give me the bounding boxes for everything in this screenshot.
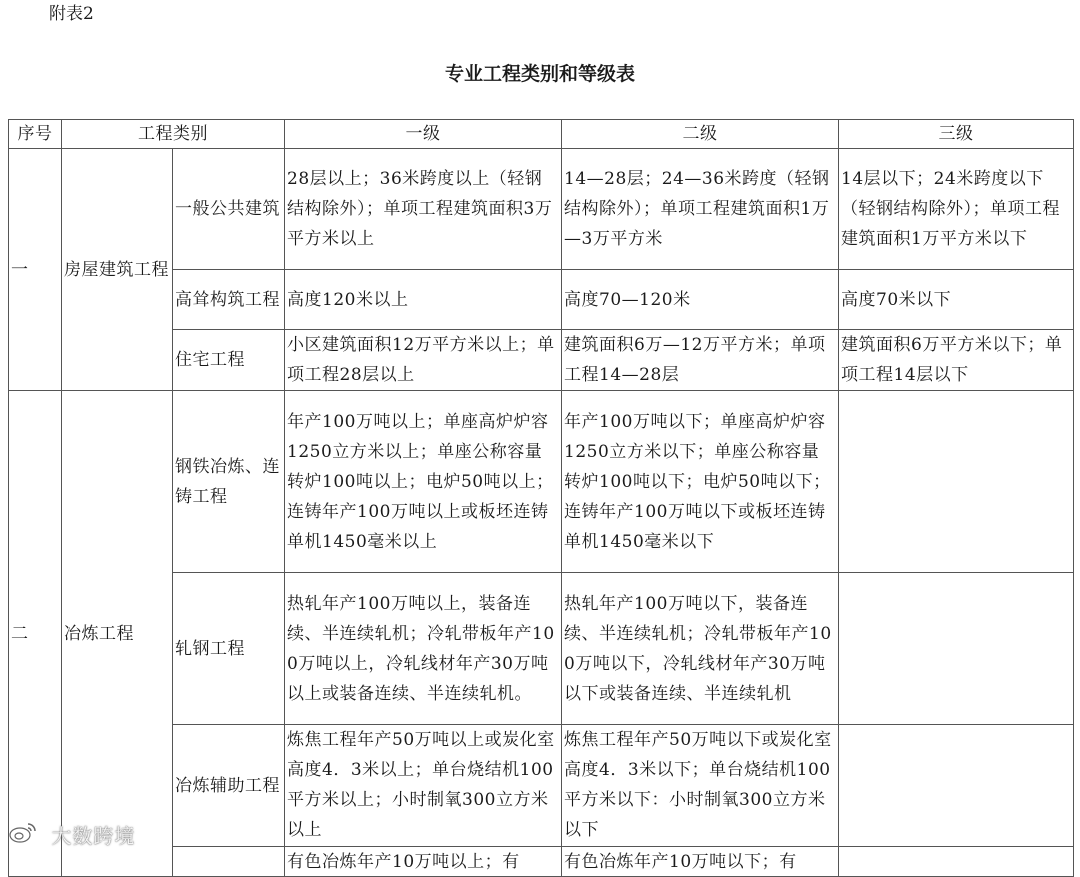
grade-1-value [285, 847, 562, 877]
sub-category: 轧钢工程 [173, 573, 285, 725]
watermark-text: 大数跨境 [51, 824, 136, 848]
sub-category: 一般公共建筑 [173, 149, 285, 270]
grade-table [8, 119, 1074, 877]
grade-1-value: 高度120米以上 [285, 270, 562, 330]
header-index: 序号 [9, 120, 62, 149]
watermark [8, 820, 135, 854]
table-header-row [9, 120, 1074, 149]
grade-1-value: 小区建筑面积12万平方米以上；单项工程28层以上 [285, 330, 562, 391]
header-category: 工程类别 [62, 120, 285, 149]
grade-2-value: 年产100万吨以下；单座高炉炉容1250立方米以下；单座公称容量转炉100吨以下；电炉50吨以下；连铸年产100万吨以下或板坯连铸单机1450毫米以下 [562, 391, 839, 573]
grade-1-value: 炼焦工程年产50万吨以上或炭化室高度4．3米以上；单台烧结机100平方米以上；小时制氧300立方米以上 [285, 725, 562, 847]
grade-2-value: 炼焦工程年产50万吨以下或炭化室高度4．3米以下；单台烧结机100平方米以下：小时制氧300立方米以下 [562, 725, 839, 847]
grade-2-value [562, 847, 839, 877]
sub-category: 住宅工程 [173, 330, 285, 391]
group-category: 冶炼工程 [62, 391, 173, 877]
sub-category: 钢铁冶炼、连铸工程 [173, 391, 285, 573]
grade-1-value: 28层以上；36米跨度以上（轻钢结构除外）；单项工程建筑面积3万平方米以上 [285, 149, 562, 270]
page-title: 专业工程类别和等级表 [444, 63, 635, 85]
group-category: 房屋建筑工程 [62, 149, 173, 391]
grade-1-value: 热轧年产100万吨以上，装备连续、半连续轧机；冷轧带板年产100万吨以上，冷轧线材年产30万吨以上或装备连续、半连续轧机。 [285, 573, 562, 725]
grade-2-value: 高度70—120米 [562, 270, 839, 330]
grade-3-value: 14层以下；24米跨度以下（轻钢结构除外）；单项工程建筑面积1万平方米以下 [839, 149, 1074, 270]
header-grade-1: 一级 [285, 120, 562, 149]
appendix-label: 附表2 [49, 4, 94, 24]
table-row [9, 149, 1074, 270]
grade-1-value: 年产100万吨以上；单座高炉炉容1250立方米以上；单座公称容量转炉100吨以上；电炉50吨以上；连铸年产100万吨以上或板坯连铸单机1450毫米以上 [285, 391, 562, 573]
grade-1-value-text: 有色冶炼年产10万吨以上；有 [287, 852, 520, 872]
grade-3-value [839, 725, 1074, 847]
grade-2-value: 14—28层；24—36米跨度（轻钢结构除外）；单项工程建筑面积1万—3万平方米 [562, 149, 839, 270]
grade-3-value [839, 391, 1074, 573]
sub-category: 冶炼辅助工程 [173, 725, 285, 847]
grade-3-value [839, 573, 1074, 725]
weibo-logo-icon [8, 821, 38, 854]
group-index: 一 [9, 149, 62, 391]
grade-3-value [839, 847, 1074, 877]
grade-3-value: 建筑面积6万平方米以下；单项工程14层以下 [839, 330, 1074, 391]
sub-category: 高耸构筑工程 [173, 270, 285, 330]
group-index: 二 [9, 391, 62, 877]
sub-category [173, 847, 285, 877]
grade-2-value: 热轧年产100万吨以下，装备连续、半连续轧机；冷轧带板年产100万吨以下，冷轧线材年产30万吨以下或装备连续、半连续轧机 [562, 573, 839, 725]
header-grade-2: 二级 [562, 120, 839, 149]
grade-2-value: 建筑面积6万—12万平方米；单项工程14—28层 [562, 330, 839, 391]
header-grade-3: 三级 [839, 120, 1074, 149]
grade-3-value: 高度70米以下 [839, 270, 1074, 330]
grade-2-value-text: 有色冶炼年产10万吨以下；有 [564, 852, 797, 872]
table-row [9, 391, 1074, 573]
